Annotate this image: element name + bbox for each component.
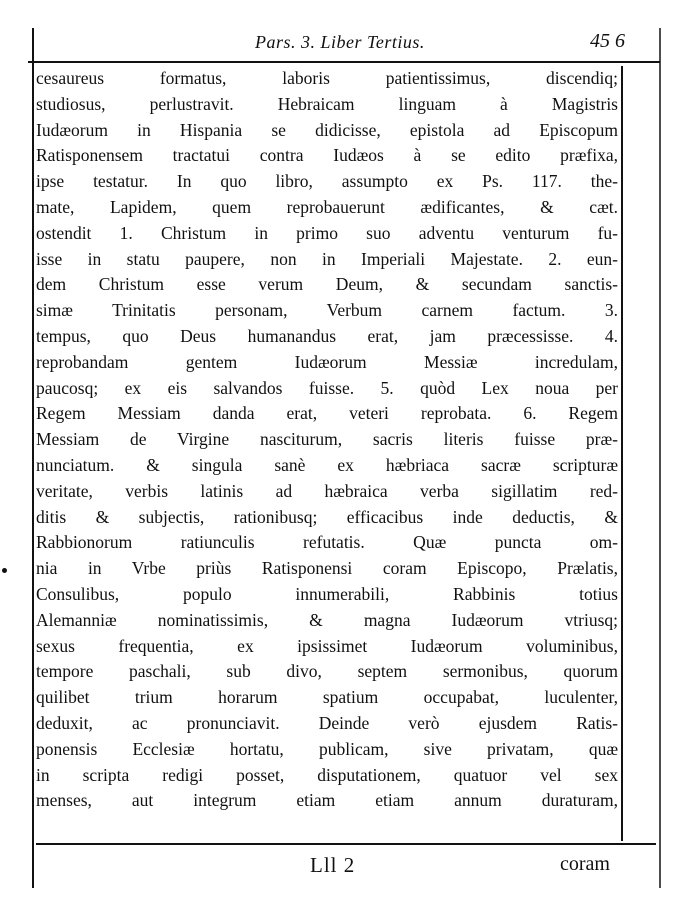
footer-rule [36, 843, 656, 845]
text-line: Ratisponensem tractatui contra Iudæos à se edito præfixa, [36, 145, 618, 166]
text-line: cesaureus formatus, laboris patientissimus, discendiq; [36, 68, 618, 88]
text-line: veritate, verbis latinis ad hæbraica verba sigillatim red- [36, 480, 618, 501]
text-line: dem Christum esse verum Deum, & secundam sanctis- [36, 274, 618, 295]
text-line: ostendit 1. Christum in primo suo adventu venturum fu- [36, 222, 618, 243]
text-line: studiosus, perlustravit. Hebraicam linguam à Magistris [36, 93, 618, 114]
header-rule [28, 61, 660, 63]
text-line: tempore paschali, sub divo, septem sermonibus, quorum [36, 661, 618, 682]
text-line: tempus, quo Deus humanandus erat, jam præcessisse. 4. [36, 325, 618, 346]
text-line: in scripta redigi posset, disputationem, quatuor vel sex [36, 764, 618, 785]
text-line: ponensis Ecclesiæ hortatu, publicam, sive privatam, quæ [36, 738, 618, 759]
left-page-edge [32, 28, 34, 888]
text-line: ditis & subjectis, rationibusq; efficacibus inde deductis, & [36, 506, 618, 527]
running-title: Pars. 3. Liber Tertius. [255, 32, 425, 52]
inner-margin-rule [621, 66, 623, 841]
text-line: reprobandam gentem Iudæorum Messiæ incredulam, [36, 351, 618, 372]
text-line: Regem Messiam danda erat, veteri reprobata. 6. Regem [36, 403, 618, 424]
text-line: isse in statu paupere, non in Imperiali Majestate. 2. eun- [36, 248, 618, 269]
text-line: sexus frequentia, ex ipsissimet Iudæorum voluminibus, [36, 635, 618, 656]
text-line: mate, Lapidem, quem reprobauerunt ædificantes, & cæt. [36, 196, 618, 217]
text-line: nia in Vrbe priùs Ratisponensi coram Episcopo, Prælatis, [36, 558, 618, 579]
signature-mark: Lll 2 [310, 853, 356, 877]
text-line: quilibet trium horarum spatium occupabat, luculenter, [36, 687, 618, 708]
text-line: nunciatum. & singula sanè ex hæbriaca sacræ scripturæ [36, 454, 618, 475]
right-page-edge [659, 28, 661, 888]
text-line: Iudæorum in Hispania se didicisse, epistola ad Episcopum [36, 119, 618, 140]
body-text [36, 66, 618, 814]
text-line: Rabbionorum ratiunculis refutatis. Quæ puncta om- [36, 532, 618, 553]
text-line: deduxit, ac pronunciavit. Deinde verò ejusdem Ratis- [36, 712, 618, 733]
margin-ink-dot [2, 568, 7, 573]
page-number: 45 6 [590, 30, 625, 52]
text-line: paucosq; ex eis salvandos fuisse. 5. quòd Lex noua per [36, 377, 618, 398]
text-line: Alemanniæ nominatissimis, & magna Iudæorum vtriusq; [36, 609, 618, 630]
text-line: menses, aut integrum etiam etiam annum duraturam, [36, 790, 618, 811]
text-line: Consulibus, populo innumerabili, Rabbinis totius [36, 583, 618, 604]
catchword: coram [560, 853, 610, 875]
text-line: ipse testatur. In quo libro, assumpto ex Ps. 117. the- [36, 171, 618, 192]
text-line: simæ Trinitatis personam, Verbum carnem factum. 3. [36, 300, 618, 321]
text-line: Messiam de Virgine nasciturum, sacris literis fuisse præ- [36, 429, 618, 450]
